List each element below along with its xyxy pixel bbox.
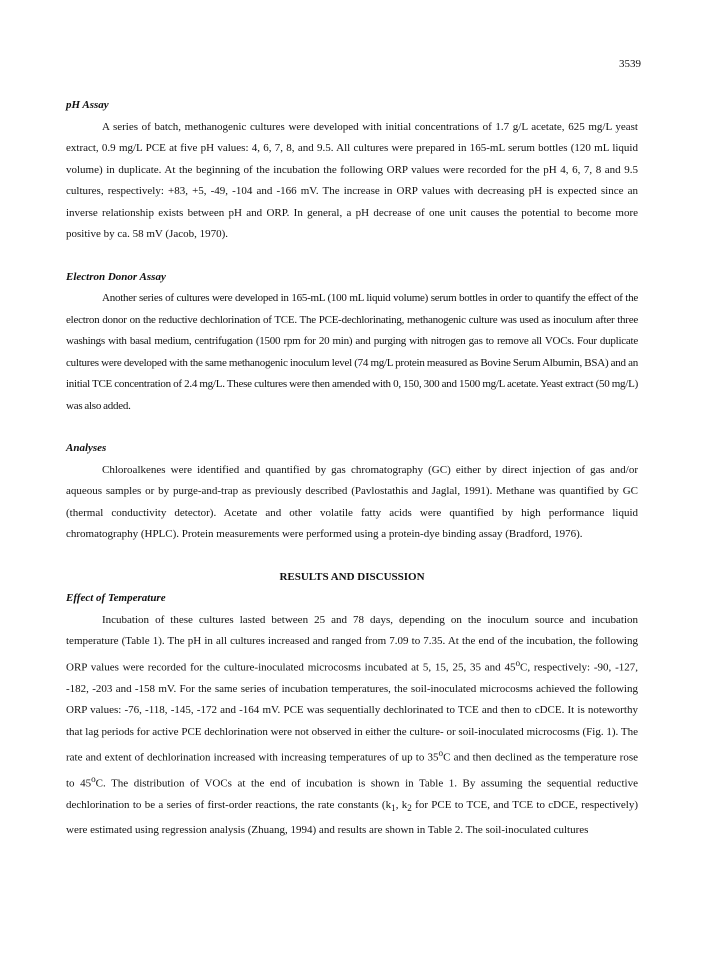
- ph-assay-heading: pH Assay: [66, 99, 109, 111]
- electron-donor-assay-paragraph: Another series of cultures were developed in 165-mL (100 mL liquid volume) serum bottles in order to quantify the effect of the electron donor on the reductive dechlorination of TCE. The PCE-dechlorinating, methanogenic culture was used as inoculum after three washings with basal medium, centrifugation (1500 rpm for 20 min) and purging with nitrogen gas to remove all VOCs. Four duplicate cultures were developed with the same methanogenic inoculum level (74 mg/L protein measured as Bovine Serum Albumin, BSA) and an initial TCE concentration of 2.4 mg/L. These cultures were then amended with 0, 150, 300 and 1500 mg/L acetate. Yeast extract (50 mg/L) was also added.: [66, 292, 638, 412]
- temperature-text-e: , k: [395, 799, 408, 812]
- electron-donor-assay-heading: Electron Donor Assay: [66, 270, 166, 283]
- temperature-text-b: C, respectively: -90, -127, -182, -203 and -158 mV. For the same series of incubation temperatures, the soil-inoculated microcosms achieved the following ORP values: -76, -118, -145, -172 and -164 mV. PCE was sequentially dechlorinated to TCE and then to cDCE. It is noteworthy that lag periods for active PCE dechlorination were not observed in either the culture- or soil-inoculated microcosms (Fig. 1). The rate and extent of dechlorination increased with increasing temperatures of up to 35: [66, 661, 638, 764]
- temperature-text-f: for PCE to TCE, and TCE to cDCE, respectively) were estimated using regression analysis (Zhuang, 1994) and results are shown in Table 2. The soil-inoculated cultures: [66, 799, 639, 837]
- analyses-heading: Analyses: [66, 442, 107, 454]
- degree-superscript: o: [91, 774, 96, 785]
- temperature-text-d: C. The distribution of VOCs at the end of incubation is shown in Table 1. By assuming the sequential reductive dechlorination to be a series of first-order reactions, the rate constants (k: [66, 777, 638, 812]
- page-body: [66, 95, 638, 842]
- results-and-discussion-heading: RESULTS AND DISCUSSION: [279, 570, 425, 583]
- rate-constant-subscript: 2: [407, 803, 412, 814]
- temperature-text-c: C and then declined as the temperature rose to 45: [66, 751, 638, 790]
- page-number: 3539: [619, 58, 641, 70]
- temperature-text-a: Incubation of these cultures lasted between 25 and 78 days, depending on the inoculum source and incubation temperature (Table 1). The pH in all cultures increased and ranged from 7.09 to 7.35. At the end of the incubation, the following ORP values were recorded for the culture-inoculated microcosms incubated at 5, 15, 25, 35 and 45: [66, 613, 638, 674]
- degree-superscript: o: [515, 657, 521, 668]
- ph-assay-paragraph: A series of batch, methanogenic cultures were developed with initial concentrations of 1.7 g/L acetate, 625 mg/L yeast extract, 0.9 mg/L PCE at five pH values: 4, 6, 7, 8, and 9.5. All cultures were prepared in 165-mL serum bottles (120 mL liquid volume) in duplicate. At the beginning of the incubation the following ORP values were recorded for the pH 4, 6, 7, 8 and 9.5 cultures, respectively: +83, +5, -49, -104 and -166 mV. The increase in ORP values with decreasing pH is expected since an inverse relationship exists between pH and ORP. In general, a pH decrease of one unit causes the potential to become more positive by ca. 58 mV (Jacob, 1970).: [66, 120, 638, 240]
- rate-constant-subscript: 1: [391, 803, 396, 814]
- degree-superscript: o: [438, 748, 444, 759]
- analyses-paragraph: Chloroalkenes were identified and quantified by gas chromatography (GC) either by direct injection of gas and/or aqueous samples or by purge-and-trap as previously described (Pavlostathis and Jaglal, 1991). Methane was quantified by GC (thermal conductivity detector). Acetate and other volatile fatty acids were quantified by high performance liquid chromatography (HPLC). Protein measurements were performed using a protein-dye binding assay (Bradford, 1976).: [66, 463, 638, 540]
- effect-of-temperature-paragraph: [66, 610, 638, 842]
- effect-of-temperature-heading: Effect of Temperature: [66, 592, 166, 604]
